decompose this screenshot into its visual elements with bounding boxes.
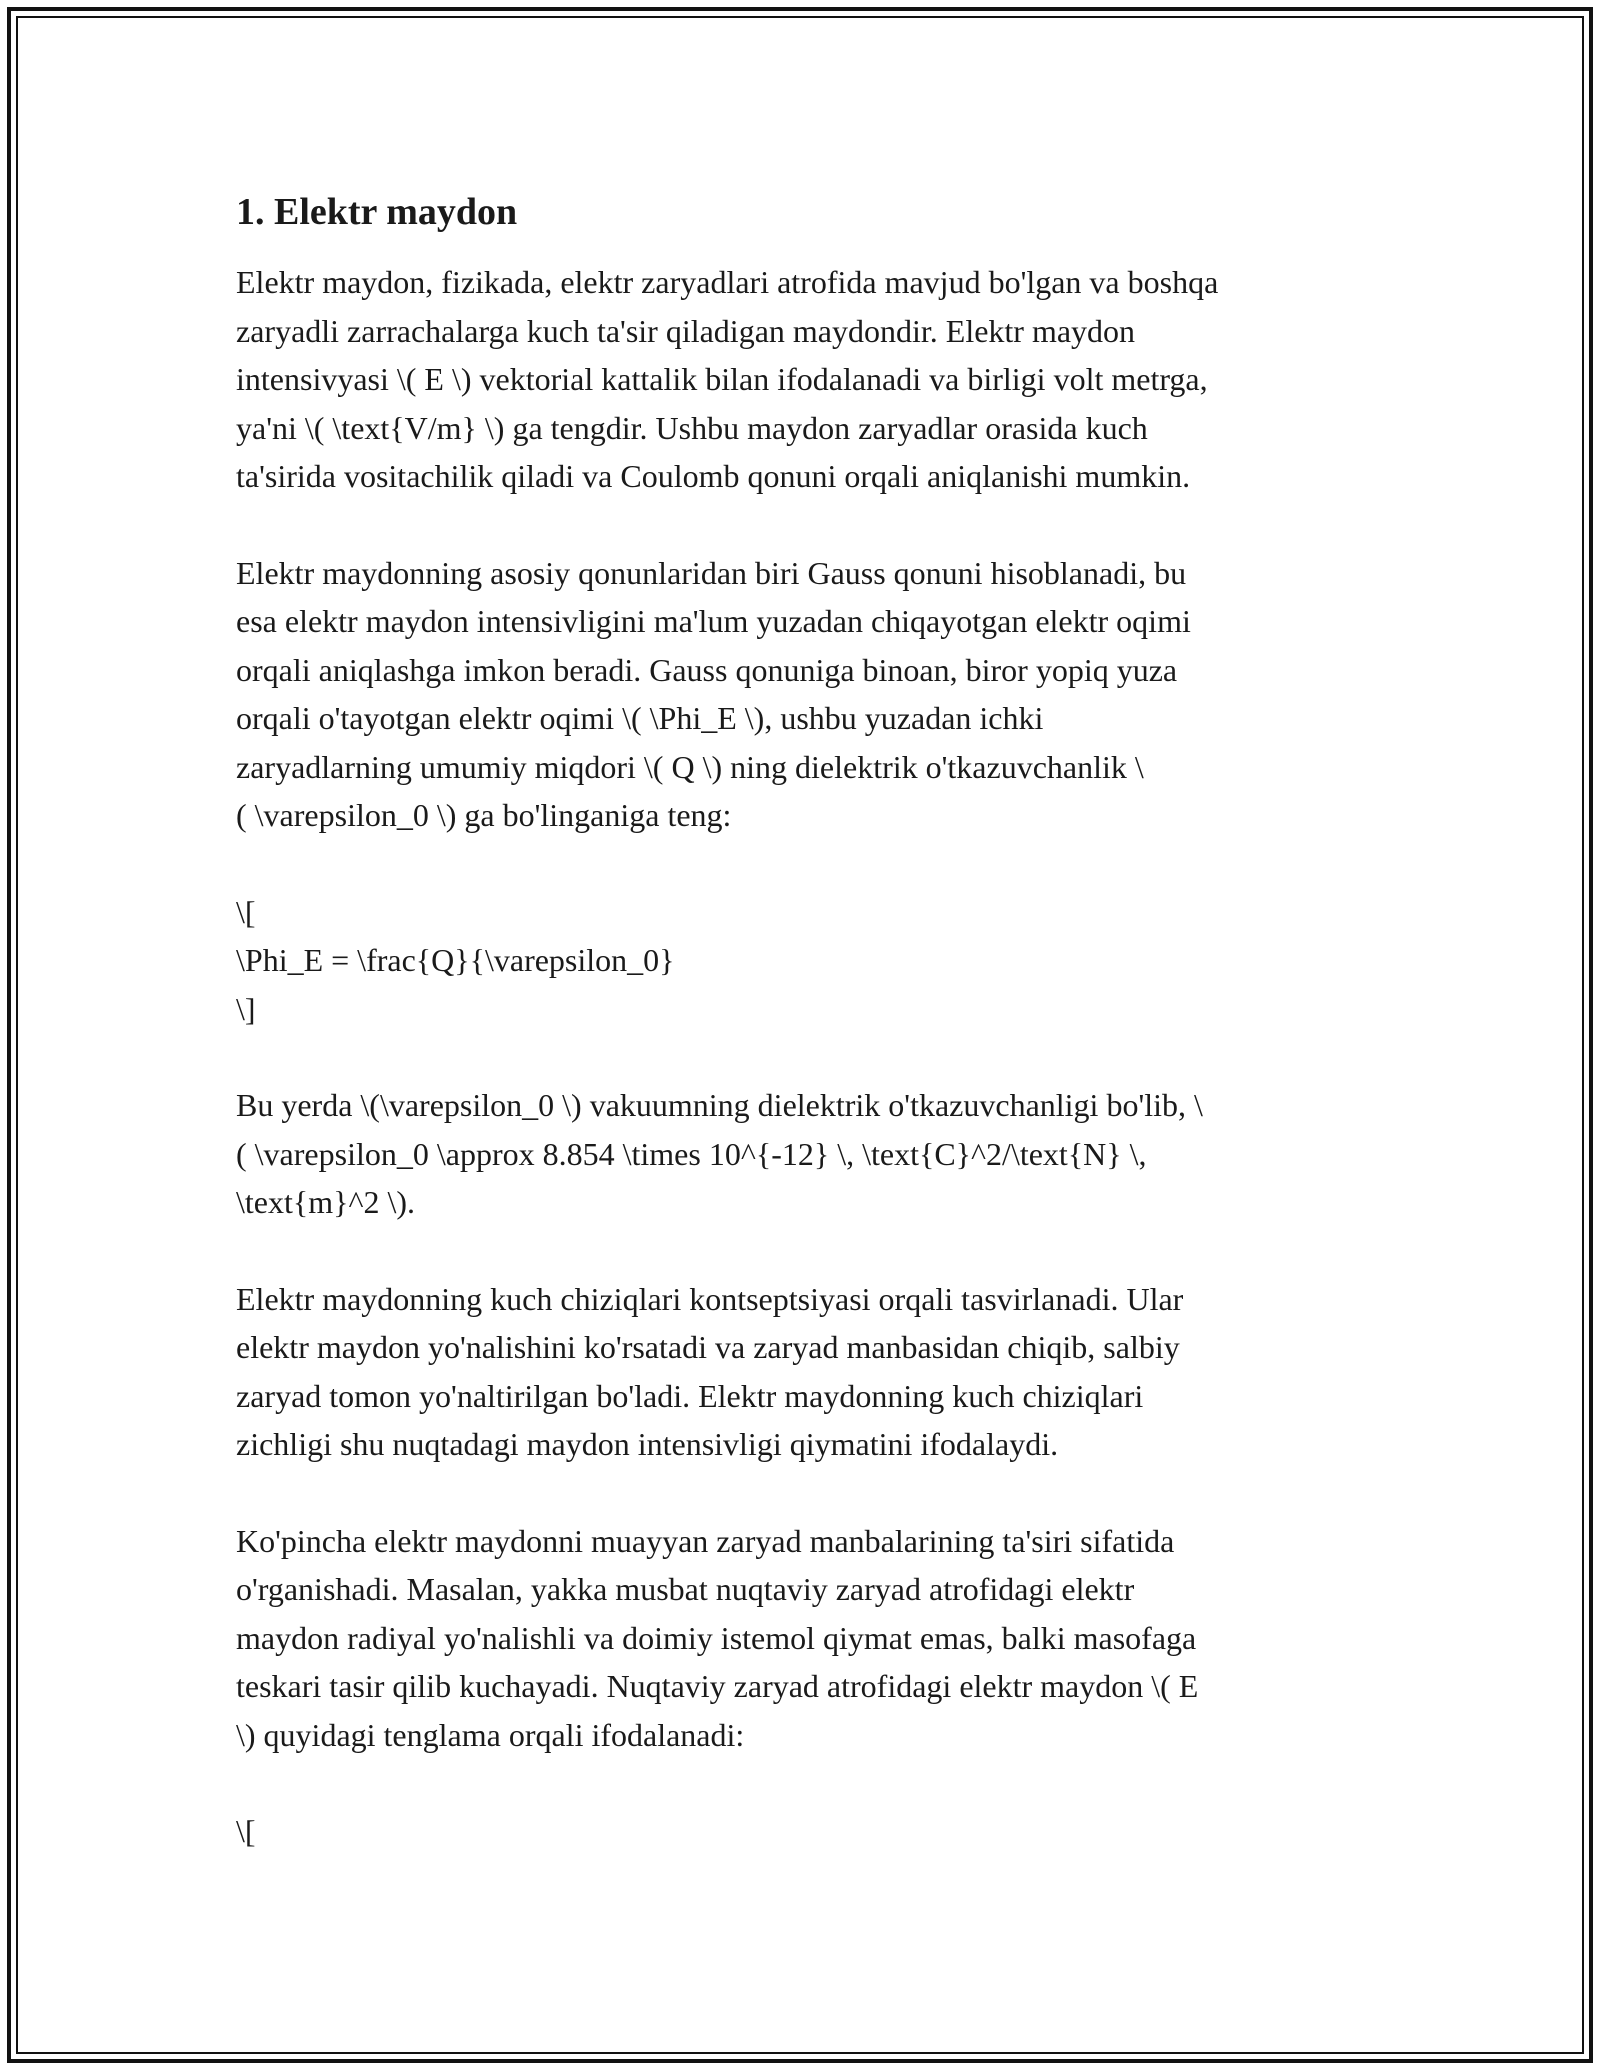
paragraph-gauss-law: Elektr maydonning asosiy qonunlaridan biri Gauss qonuni hisoblanadi, bu esa elektr maydon intensivligini ma'lum yuzadan chiqayotgan elektr oqimi orqali aniqlashga imkon beradi. Gauss qonuniga binoan, biror yopiq yuza orqali o'tayotgan elektr oqimi \( \Phi_E \), ushbu yuzadan ichki zaryadlarning umumiy miqdori \( Q \) ning dielektrik o'tkazuvchanlik \ ( \varepsilon_0 \) ga bo'linganiga teng:: [236, 554, 1191, 833]
paragraph-field-lines: Elektr maydonning kuch chiziqlari kontseptsiyasi orqali tasvirlanadi. Ular elektr maydon yo'nalishini ko'rsatadi va zaryad manbasidan chiqib, salbiy zaryad tomon yo'naltirilgan bo'ladi. Elektr maydonning kuch chiziqlari zichligi shu nuqtadagi maydon intensivligi qiymatini ifodalaydi.: [236, 1280, 1184, 1462]
paragraph-point-charge: Ko'pincha elektr maydonni muayyan zaryad manbalarining ta'siri sifatida o'rganishadi. Masalan, yakka musbat nuqtaviy zaryad atrofidagi elektr maydon radiyal yo'nalishli va doimiy istemol qiymat emas, balki masofaga teskari tasir qilib kuchayadi. Nuqtaviy zaryad atrofidagi elektr maydon \( E \) quyidagi tenglama orqali ifodalanadi:: [236, 1522, 1199, 1753]
equation-start: \[: [236, 1813, 256, 1849]
equation-gauss: \[ \Phi_E = \frac{Q}{\varepsilon_0} \]: [236, 893, 675, 1027]
paragraph-intro: Elektr maydon, fizikada, elektr zaryadlari atrofida mavjud bo'lgan va boshqa zaryadli zarrachalarga kuch ta'sir qiladigan maydondir. Elektr maydon intensivyasi \( E \) vektorial kattalik bilan ifodalanadi va birligi volt metrga, ya'ni \( \text{V/m} \) ga tengdir. Ushbu maydon zaryadlar orasida kuch ta'sirida vositachilik qiladi va Coulomb qonuni orqali aniqlanishi mumkin.: [236, 264, 1219, 494]
section-heading: 1. Elektr maydon: [236, 191, 518, 233]
document-body: [236, 186, 1366, 1856]
paragraph-permittivity: Bu yerda \(\varepsilon_0 \) vakuumning dielektrik o'tkazuvchanligi bo'lib, \ ( \varepsilon_0 \approx 8.854 \times 10^{-12} \, \text{C}^2/\text{N} \, \text{m}^2 \).: [236, 1087, 1203, 1220]
